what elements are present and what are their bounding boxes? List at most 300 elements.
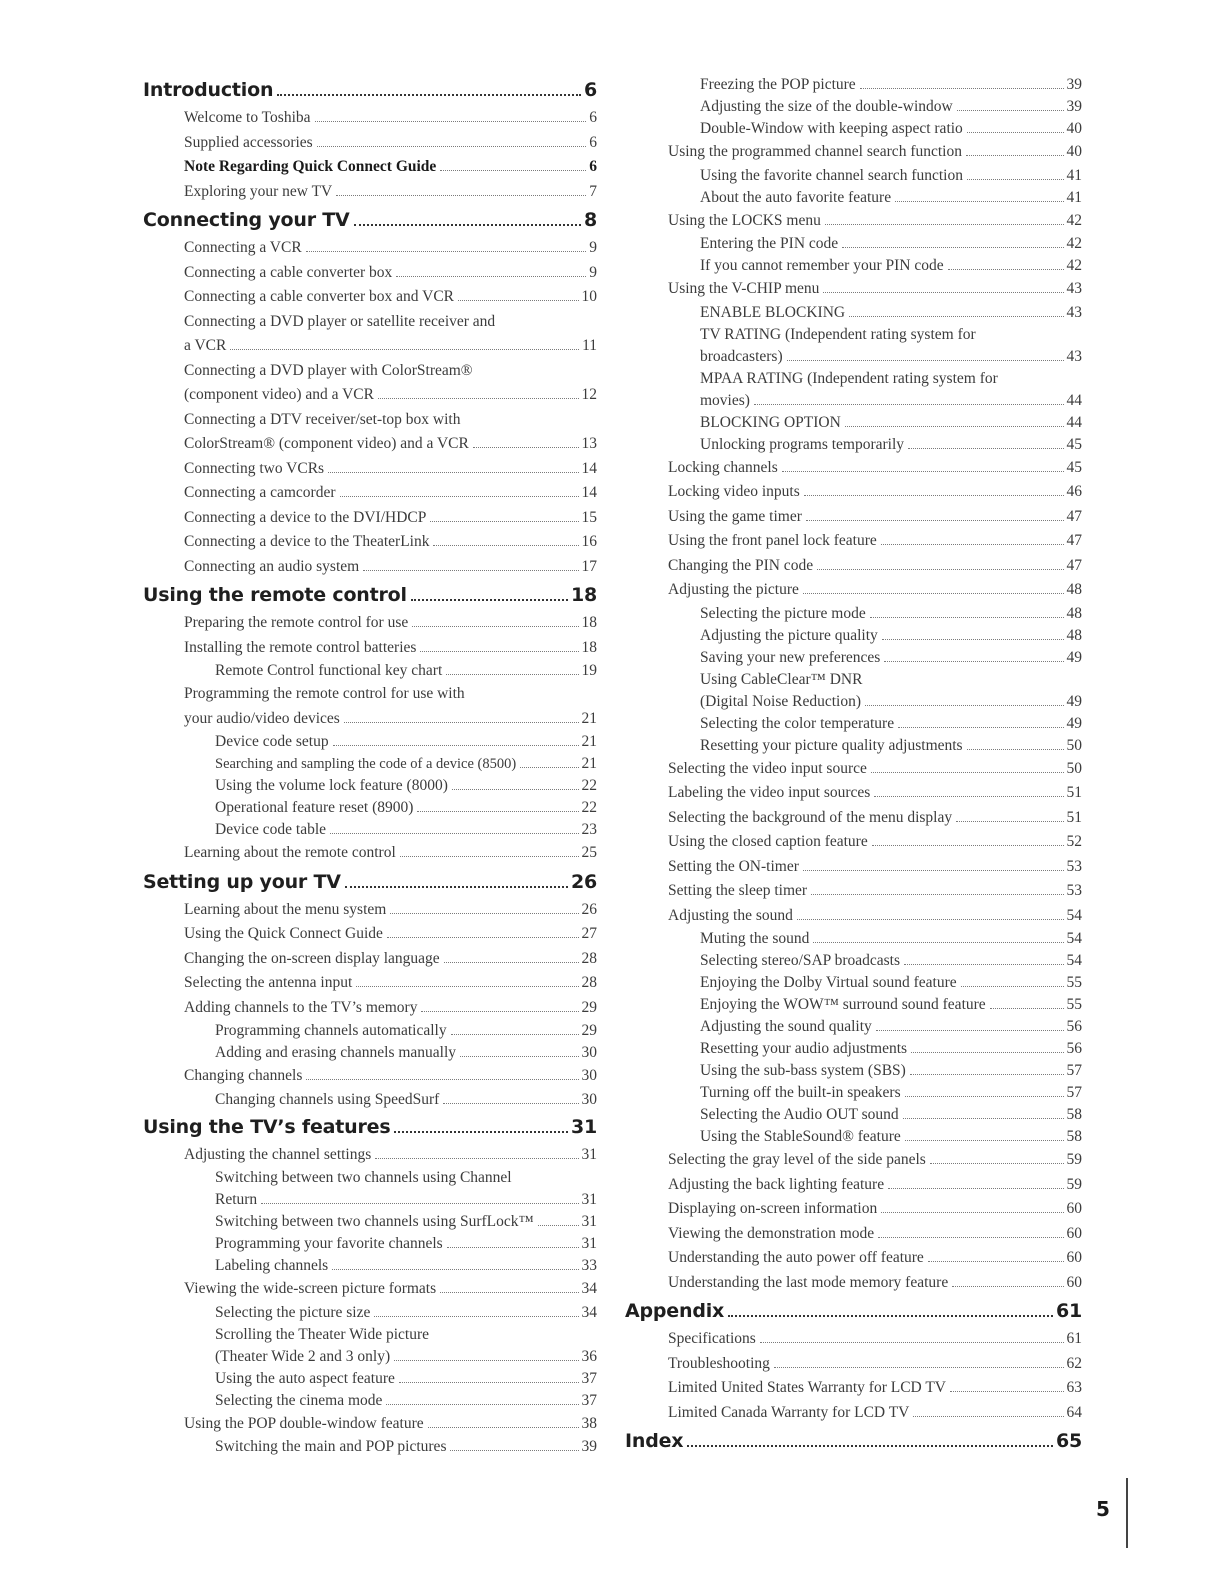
entry-title: Return: [215, 1191, 258, 1208]
toc-entry[interactable]: [625, 390, 1082, 412]
toc-entry[interactable]: [625, 781, 1082, 806]
toc-entry[interactable]: [143, 819, 597, 841]
entry-page-number: 16: [581, 533, 597, 550]
toc-entry[interactable]: [625, 603, 1082, 625]
dot-leader: [878, 1237, 1063, 1238]
toc-section-heading[interactable]: [143, 204, 597, 236]
toc-entry[interactable]: [143, 1189, 597, 1211]
entry-page-number: 40: [1066, 120, 1082, 137]
dot-leader: [811, 894, 1063, 895]
entry-title: Locking channels: [668, 458, 778, 476]
entry-page-number: 14: [581, 459, 597, 477]
toc-entry[interactable]: [625, 928, 1082, 950]
toc-entry[interactable]: [625, 757, 1082, 782]
entry-title: movies): [700, 391, 750, 409]
dot-leader: [803, 870, 1064, 871]
toc-entry[interactable]: [143, 947, 597, 972]
dot-leader: [728, 1315, 1053, 1317]
entry-page-number: 39: [1066, 98, 1082, 115]
dot-leader: [460, 1056, 578, 1057]
dot-leader: [328, 472, 578, 473]
entry-title: Selecting the picture mode: [700, 604, 866, 622]
entry-title: Searching and sampling the code of a device (8500): [215, 756, 517, 772]
entry-page-number: 43: [1066, 303, 1082, 321]
toc-entry[interactable]: [143, 1324, 597, 1346]
toc-entry[interactable]: [625, 1246, 1082, 1271]
toc-entry[interactable]: [625, 165, 1082, 187]
toc-entry[interactable]: [143, 611, 597, 636]
dot-leader: [803, 593, 1064, 594]
toc-entry[interactable]: [625, 412, 1082, 434]
toc-entry[interactable]: [625, 209, 1082, 234]
dot-leader: [865, 705, 1064, 706]
entry-title: Programming channels automatically: [215, 1022, 447, 1039]
toc-entry[interactable]: [625, 1376, 1082, 1401]
dot-leader: [412, 626, 578, 627]
entry-page-number: 44: [1066, 413, 1082, 431]
toc-entry[interactable]: [625, 233, 1082, 255]
entry-page-number: 17: [581, 557, 597, 575]
dot-leader: [458, 300, 578, 301]
dot-leader: [394, 1131, 567, 1133]
entry-page-number: 55: [1066, 996, 1082, 1013]
dot-leader: [417, 811, 578, 812]
dot-leader: [450, 1450, 578, 1451]
entry-title: Selecting the color temperature: [700, 714, 895, 732]
toc-entry[interactable]: [143, 285, 597, 310]
entry-title: ColorStream® (component video) and a VCR: [184, 435, 469, 452]
toc-entry[interactable]: [625, 187, 1082, 209]
dot-leader: [421, 1011, 578, 1012]
entry-page-number: 59: [1066, 1175, 1082, 1193]
toc-entry[interactable]: [143, 180, 597, 205]
entry-page-number: 50: [1066, 759, 1082, 777]
dot-leader: [967, 179, 1064, 180]
dot-leader: [332, 1269, 578, 1270]
entry-title: Adjusting the sound: [668, 906, 793, 924]
dot-leader: [336, 195, 586, 196]
toc-entry[interactable]: [143, 682, 597, 707]
toc-entry[interactable]: [143, 1064, 597, 1089]
toc-entry[interactable]: [625, 735, 1082, 757]
dot-leader: [990, 1008, 1064, 1009]
dot-leader: [782, 471, 1064, 472]
entry-title: Adjusting the back lighting feature: [668, 1175, 885, 1193]
entry-title: Programming your favorite channels: [215, 1235, 443, 1252]
entry-title: Switching the main and POP pictures: [215, 1438, 447, 1455]
toc-entry[interactable]: [625, 480, 1082, 505]
entry-page-number: 6: [589, 158, 597, 175]
entry-title: Selecting the video input source: [668, 759, 867, 777]
entry-page-number: 39: [581, 1438, 597, 1455]
entry-page-number: 21: [581, 733, 597, 750]
toc-entry[interactable]: [143, 506, 597, 531]
toc-entry[interactable]: [143, 261, 597, 286]
entry-title: Entering the PIN code: [700, 235, 839, 252]
dot-leader: [386, 1404, 578, 1405]
entry-page-number: 22: [581, 777, 597, 794]
entry-title: Operational feature reset (8900): [215, 799, 414, 816]
toc-entry[interactable]: [143, 1020, 597, 1042]
entry-page-number: 28: [581, 949, 597, 967]
toc-entry[interactable]: [625, 830, 1082, 855]
entry-page-number: 54: [1066, 952, 1082, 969]
entry-title: Unlocking programs temporarily: [700, 435, 905, 453]
entry-page-number: 18: [581, 614, 597, 631]
entry-title: Supplied accessories: [184, 133, 313, 151]
dot-leader: [520, 767, 578, 768]
dot-leader: [374, 1316, 578, 1317]
entry-title: Changing channels using SpeedSurf: [215, 1090, 440, 1108]
toc-entry[interactable]: [143, 775, 597, 797]
entry-page-number: 9: [589, 239, 597, 256]
toc-entry[interactable]: [143, 1368, 597, 1390]
entry-title: Adjusting the channel settings: [184, 1145, 372, 1163]
entry-title: Understanding the last mode memory feature: [668, 1273, 949, 1291]
toc-section-heading[interactable]: [625, 1425, 1082, 1457]
dot-leader: [881, 1212, 1063, 1213]
dot-leader: [420, 651, 578, 652]
toc-entry[interactable]: [625, 96, 1082, 118]
toc-entry[interactable]: [625, 554, 1082, 579]
entry-page-number: 7: [589, 182, 597, 200]
toc-entry[interactable]: [143, 1436, 597, 1458]
toc-entry[interactable]: [625, 74, 1082, 96]
toc-entry[interactable]: [625, 1148, 1082, 1173]
toc-entry[interactable]: [625, 855, 1082, 880]
dot-leader: [400, 856, 579, 857]
entry-title: Selecting the background of the menu display: [668, 808, 953, 826]
entry-title: Muting the sound: [700, 930, 810, 947]
entry-title: Using the V-CHIP menu: [668, 280, 820, 297]
dot-leader: [375, 1158, 578, 1159]
toc-entry[interactable]: [143, 359, 597, 384]
dot-leader: [433, 545, 578, 546]
dot-leader: [967, 132, 1064, 133]
entry-page-number: 29: [581, 998, 597, 1016]
entry-title: Using the POP double-window feature: [184, 1414, 424, 1432]
dot-leader: [447, 1247, 579, 1248]
entry-page-number: 38: [581, 1414, 597, 1432]
entry-page-number: 42: [1066, 211, 1082, 229]
entry-title: Enjoying the WOW™ surround sound feature: [700, 996, 986, 1013]
entry-title: Connecting a VCR: [184, 239, 302, 256]
section-title: Connecting your TV: [143, 209, 350, 231]
toc-entry[interactable]: [625, 1197, 1082, 1222]
toc-section-heading[interactable]: [143, 866, 597, 898]
toc-entry[interactable]: [143, 660, 597, 682]
toc-entry[interactable]: [143, 898, 597, 923]
entry-page-number: 45: [1066, 435, 1082, 453]
entry-page-number: 8: [583, 209, 597, 231]
dot-leader: [340, 496, 579, 497]
dot-leader: [881, 544, 1064, 545]
entry-title: Selecting stereo/SAP broadcasts: [700, 952, 901, 969]
toc-entry[interactable]: [143, 922, 597, 947]
section-title: Introduction: [143, 79, 274, 101]
toc-entry[interactable]: [143, 1089, 597, 1111]
entry-page-number: 39: [1066, 76, 1082, 93]
toc-entry[interactable]: [143, 106, 597, 131]
entry-page-number: 45: [1066, 458, 1082, 476]
entry-title: Viewing the wide-screen picture formats: [184, 1280, 437, 1297]
toc-entry[interactable]: [625, 1104, 1082, 1126]
entry-title: Programming the remote control for use with: [184, 685, 465, 702]
toc-entry[interactable]: [625, 302, 1082, 324]
entry-title: Device code table: [215, 821, 327, 838]
toc-entry[interactable]: [625, 1173, 1082, 1198]
toc-section-heading[interactable]: [143, 579, 597, 611]
toc-entry[interactable]: [625, 1082, 1082, 1104]
dot-leader: [813, 942, 1063, 943]
toc-entry[interactable]: [625, 1060, 1082, 1082]
toc-entry[interactable]: [625, 1038, 1082, 1060]
toc-right-column: [625, 74, 1082, 1457]
toc-entry[interactable]: [143, 1211, 597, 1233]
dot-leader: [957, 110, 1064, 111]
entry-page-number: 43: [1066, 280, 1082, 297]
entry-page-number: 21: [581, 709, 597, 727]
entry-page-number: 34: [581, 1280, 597, 1297]
toc-entry[interactable]: [143, 731, 597, 753]
toc-entry[interactable]: [625, 904, 1082, 929]
entry-page-number: 30: [581, 1067, 597, 1084]
toc-entry[interactable]: [143, 971, 597, 996]
toc-entry[interactable]: [143, 1233, 597, 1255]
toc-entry[interactable]: [625, 578, 1082, 603]
dot-leader: [884, 661, 1063, 662]
toc-entry[interactable]: [625, 346, 1082, 368]
entry-title: Double-Window with keeping aspect ratio: [700, 120, 963, 137]
toc-entry[interactable]: [143, 310, 597, 335]
entry-page-number: 11: [582, 337, 597, 354]
toc-entry[interactable]: [625, 669, 1082, 691]
toc-entry[interactable]: [143, 841, 597, 866]
toc-left-column: [143, 74, 597, 1458]
toc-entry[interactable]: [143, 155, 597, 180]
dot-leader: [823, 292, 1063, 293]
entry-page-number: 9: [589, 263, 597, 281]
dot-leader: [754, 404, 1064, 405]
toc-entry[interactable]: [143, 1346, 597, 1368]
entry-title: Saving your new preferences: [700, 648, 881, 666]
toc-entry[interactable]: [143, 707, 597, 732]
entry-title: Selecting the Audio OUT sound: [700, 1106, 899, 1123]
dot-leader: [277, 94, 581, 96]
entry-page-number: 30: [581, 1090, 597, 1108]
dot-leader: [948, 269, 1064, 270]
dot-leader: [333, 745, 579, 746]
entry-page-number: 48: [1066, 626, 1082, 644]
entry-page-number: 22: [581, 799, 597, 816]
toc-entry[interactable]: [143, 555, 597, 580]
toc-entry[interactable]: [625, 950, 1082, 972]
toc-entry[interactable]: [625, 529, 1082, 554]
entry-title: Connecting a camcorder: [184, 484, 336, 501]
toc-entry[interactable]: [143, 383, 597, 408]
toc-entry[interactable]: [625, 647, 1082, 669]
toc-entry[interactable]: [143, 1167, 597, 1189]
entry-page-number: 56: [1066, 1040, 1082, 1057]
entry-title: Troubleshooting: [668, 1354, 770, 1372]
dot-leader: [538, 1225, 579, 1226]
page-edge-rule: [1126, 1478, 1128, 1548]
entry-page-number: 49: [1066, 714, 1082, 732]
toc-entry[interactable]: [625, 368, 1082, 390]
entry-page-number: 65: [1055, 1430, 1082, 1452]
toc-entry[interactable]: [625, 879, 1082, 904]
toc-entry[interactable]: [143, 334, 597, 359]
toc-entry[interactable]: [625, 713, 1082, 735]
toc-entry[interactable]: [625, 1271, 1082, 1296]
toc-entry[interactable]: [625, 1016, 1082, 1038]
toc-entry[interactable]: [143, 432, 597, 457]
entry-page-number: 53: [1066, 857, 1082, 875]
entry-page-number: 51: [1066, 784, 1082, 801]
toc-section-heading[interactable]: [143, 1111, 597, 1143]
dot-leader: [904, 964, 1063, 965]
toc-section-heading[interactable]: [143, 74, 597, 106]
entry-title: (Theater Wide 2 and 3 only): [215, 1347, 391, 1365]
entry-title: Device code setup: [215, 733, 329, 750]
entry-title: Connecting a DTV receiver/set-top box with: [184, 410, 461, 428]
dot-leader: [895, 201, 1063, 202]
dot-leader: [443, 1103, 578, 1104]
toc-entry[interactable]: [625, 140, 1082, 165]
toc-entry[interactable]: [143, 1412, 597, 1437]
toc-entry[interactable]: [625, 1352, 1082, 1377]
dot-leader: [876, 1030, 1064, 1031]
entry-title: Switching between two channels using Channel: [215, 1169, 512, 1186]
dot-leader: [440, 170, 586, 171]
entry-title: Limited Canada Warranty for LCD TV: [668, 1403, 910, 1421]
entry-page-number: 61: [1055, 1300, 1082, 1322]
toc-entry[interactable]: [625, 972, 1082, 994]
toc-entry[interactable]: [143, 1255, 597, 1277]
toc-entry[interactable]: [143, 131, 597, 156]
entry-page-number: 27: [581, 925, 597, 942]
entry-page-number: 54: [1066, 930, 1082, 947]
toc-entry[interactable]: [625, 456, 1082, 481]
toc-entry[interactable]: [143, 636, 597, 661]
dot-leader: [905, 1096, 1064, 1097]
toc-entry[interactable]: [625, 806, 1082, 831]
dot-leader: [882, 639, 1064, 640]
entry-title: Selecting the gray level of the side panels: [668, 1151, 926, 1168]
entry-page-number: 46: [1066, 483, 1082, 500]
entry-title: Scrolling the Theater Wide picture: [215, 1325, 430, 1343]
entry-page-number: 31: [570, 1115, 597, 1138]
entry-title: Turning off the built-in speakers: [700, 1084, 901, 1101]
toc-entry[interactable]: [143, 1143, 597, 1168]
entry-page-number: 6: [583, 79, 597, 101]
dot-leader: [806, 520, 1064, 521]
entry-page-number: 31: [581, 1235, 597, 1252]
entry-page-number: 41: [1066, 166, 1082, 184]
toc-entry[interactable]: [143, 797, 597, 819]
toc-entry[interactable]: [625, 1126, 1082, 1148]
toc-entry[interactable]: [143, 1277, 597, 1302]
toc-entry[interactable]: [625, 277, 1082, 302]
toc-section-heading[interactable]: [625, 1295, 1082, 1327]
entry-title: Specifications: [668, 1330, 756, 1347]
entry-page-number: 26: [581, 900, 597, 918]
toc-entry[interactable]: [625, 118, 1082, 140]
dot-leader: [860, 88, 1064, 89]
entry-title: Adjusting the sound quality: [700, 1018, 872, 1035]
entry-title: Setting the ON-timer: [668, 857, 799, 875]
dot-leader: [330, 833, 578, 834]
toc-entry[interactable]: [143, 996, 597, 1021]
toc-entry[interactable]: [625, 994, 1082, 1016]
toc-entry[interactable]: [143, 1390, 597, 1412]
entry-page-number: 58: [1066, 1128, 1082, 1145]
toc-entry[interactable]: [625, 625, 1082, 647]
entry-title: Setting the sleep timer: [668, 882, 808, 899]
dot-leader: [950, 1391, 1064, 1392]
entry-title: MPAA RATING (Independent rating system for: [700, 369, 998, 387]
dot-leader: [888, 1188, 1063, 1189]
entry-page-number: 64: [1066, 1403, 1082, 1421]
entry-title: Selecting the cinema mode: [215, 1391, 383, 1409]
entry-title: Connecting a DVD player with ColorStream®: [184, 361, 473, 379]
dot-leader: [452, 789, 579, 790]
toc-entry[interactable]: [625, 691, 1082, 713]
entry-title: Connecting a device to the TheaterLink: [184, 533, 430, 550]
entry-title: Learning about the remote control: [184, 844, 396, 861]
dot-leader: [345, 886, 568, 888]
dot-leader: [930, 1163, 1064, 1164]
toc-entry[interactable]: [143, 753, 597, 775]
toc-entry[interactable]: [143, 236, 597, 261]
toc-entry[interactable]: [143, 530, 597, 555]
toc-entry[interactable]: [625, 324, 1082, 346]
dot-leader: [363, 570, 578, 571]
entry-title: Locking video inputs: [668, 483, 800, 500]
dot-leader: [354, 224, 581, 226]
entry-title: (component video) and a VCR: [184, 386, 374, 403]
dot-leader: [261, 1203, 578, 1204]
entry-page-number: 12: [581, 386, 597, 403]
toc-entry[interactable]: [143, 408, 597, 433]
toc-entry[interactable]: [625, 505, 1082, 530]
toc-entry[interactable]: [143, 1302, 597, 1324]
entry-title: your audio/video devices: [184, 709, 340, 727]
toc-entry[interactable]: [625, 1222, 1082, 1247]
entry-title: Selecting the antenna input: [184, 974, 353, 991]
entry-page-number: 49: [1066, 692, 1082, 710]
toc-entry[interactable]: [625, 255, 1082, 277]
entry-page-number: 60: [1066, 1224, 1082, 1242]
toc-entry[interactable]: [625, 1401, 1082, 1426]
entry-page-number: 60: [1066, 1273, 1082, 1291]
toc-entry[interactable]: [143, 481, 597, 506]
entry-title: Enjoying the Dolby Virtual sound feature: [700, 974, 957, 991]
toc-entry[interactable]: [143, 457, 597, 482]
dot-leader: [871, 772, 1064, 773]
entry-title: Adjusting the picture quality: [700, 626, 878, 644]
dot-leader: [430, 521, 578, 522]
dot-leader: [825, 224, 1064, 225]
entry-title: Connecting a cable converter box: [184, 263, 393, 281]
entry-page-number: 47: [1066, 556, 1082, 574]
entry-title: Connecting an audio system: [184, 557, 360, 575]
toc-entry[interactable]: [625, 434, 1082, 456]
toc-entry[interactable]: [625, 1327, 1082, 1352]
dot-leader: [473, 447, 579, 448]
entry-page-number: 26: [570, 870, 597, 893]
toc-entry[interactable]: [143, 1042, 597, 1064]
